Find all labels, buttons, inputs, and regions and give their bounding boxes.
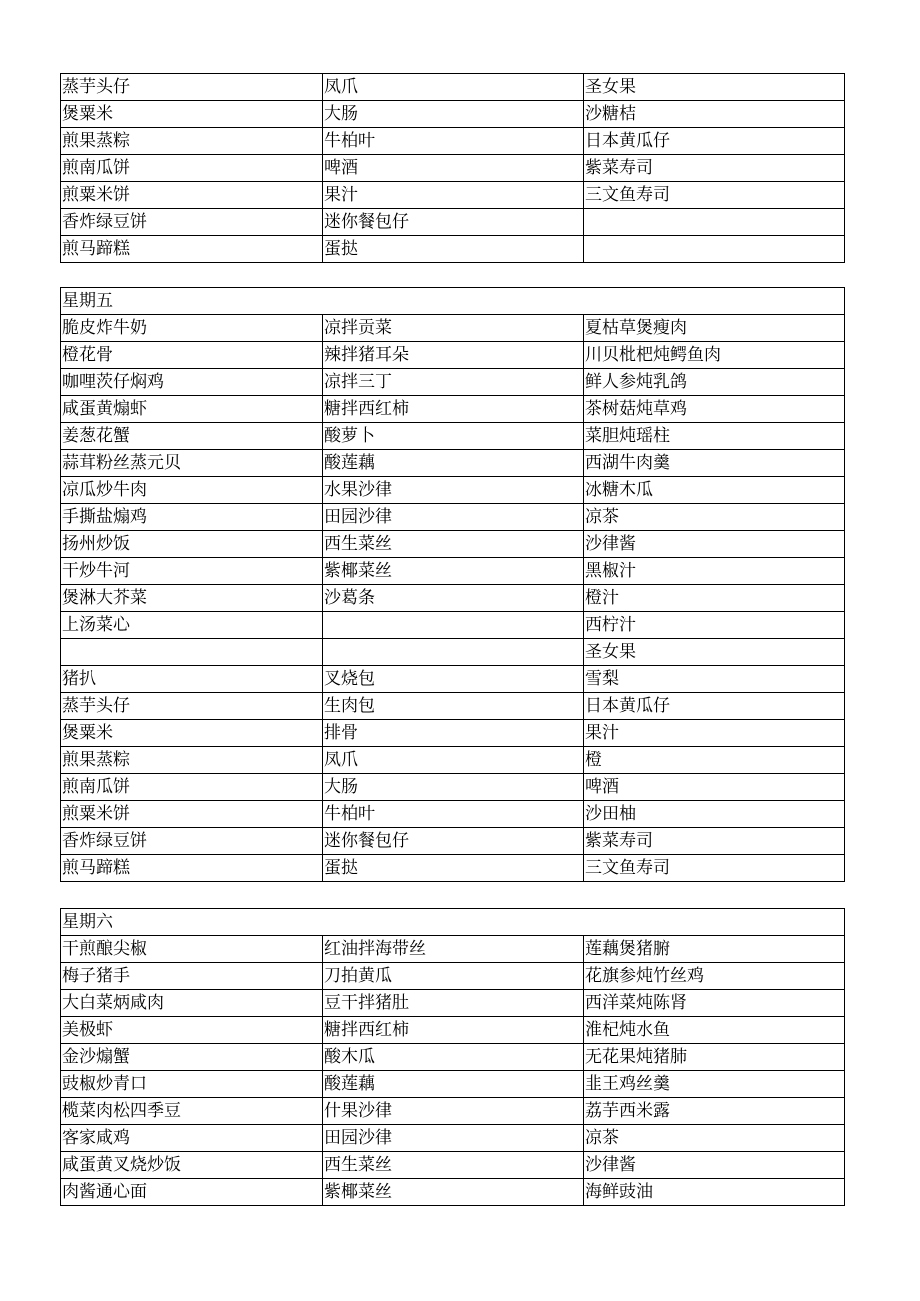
dish-cell: 圣女果 xyxy=(584,74,845,101)
dish-cell: 煎果蒸粽 xyxy=(61,128,323,155)
dish-cell: 煎粟米饼 xyxy=(61,182,323,209)
dish-cell: 排骨 xyxy=(323,720,584,747)
table-row xyxy=(61,1179,845,1206)
dish-cell: 客家咸鸡 xyxy=(61,1125,323,1152)
table-row xyxy=(61,1098,845,1125)
dish-cell: 西洋菜炖陈肾 xyxy=(584,990,845,1017)
dish-cell: 煎南瓜饼 xyxy=(61,774,323,801)
dish-cell: 茶树菇炖草鸡 xyxy=(584,396,845,423)
table-row xyxy=(61,209,845,236)
dish-cell: 凉拌贡菜 xyxy=(323,315,584,342)
dish-cell: 花旗参炖竹丝鸡 xyxy=(584,963,845,990)
dish-cell: 手撕盐煽鸡 xyxy=(61,504,323,531)
dish-cell: 扬州炒饭 xyxy=(61,531,323,558)
table-row xyxy=(61,1125,845,1152)
dish-cell: 雪梨 xyxy=(584,666,845,693)
dish-cell xyxy=(61,639,323,666)
table-row xyxy=(61,236,845,263)
menu-table-continued xyxy=(60,73,845,263)
dish-cell: 咸蛋黄煽虾 xyxy=(61,396,323,423)
menu-table-body xyxy=(61,74,845,263)
dish-cell: 西柠汁 xyxy=(584,612,845,639)
table-row xyxy=(61,1152,845,1179)
dish-cell: 煲淋大芥菜 xyxy=(61,585,323,612)
dish-cell: 果汁 xyxy=(323,182,584,209)
day-header: 星期六 xyxy=(61,909,845,936)
dish-cell: 蒸芋头仔 xyxy=(61,74,323,101)
dish-cell: 紫椰菜丝 xyxy=(323,558,584,585)
dish-cell: 糖拌西红柿 xyxy=(323,396,584,423)
dish-cell: 豆干拌猪肚 xyxy=(323,990,584,1017)
dish-cell: 荔芋西米露 xyxy=(584,1098,845,1125)
menu-table-body xyxy=(61,288,845,882)
table-row xyxy=(61,182,845,209)
table-row xyxy=(61,504,845,531)
table-row xyxy=(61,612,845,639)
table-row xyxy=(61,342,845,369)
dish-cell: 煎果蒸粽 xyxy=(61,747,323,774)
dish-cell: 鲜人参炖乳鸽 xyxy=(584,369,845,396)
dish-cell xyxy=(323,639,584,666)
table-row xyxy=(61,128,845,155)
dish-cell: 啤酒 xyxy=(584,774,845,801)
dish-cell: 刀拍黄瓜 xyxy=(323,963,584,990)
dish-cell: 莲藕煲猪腑 xyxy=(584,936,845,963)
dish-cell: 凉拌三丁 xyxy=(323,369,584,396)
dish-cell: 什果沙律 xyxy=(323,1098,584,1125)
table-row xyxy=(61,477,845,504)
table-row xyxy=(61,315,845,342)
dish-cell: 水果沙律 xyxy=(323,477,584,504)
day-header-row xyxy=(61,909,845,936)
dish-cell: 无花果炖猪肺 xyxy=(584,1044,845,1071)
dish-cell: 黑椒汁 xyxy=(584,558,845,585)
dish-cell: 姜葱花蟹 xyxy=(61,423,323,450)
dish-cell: 沙糖桔 xyxy=(584,101,845,128)
table-row xyxy=(61,855,845,882)
table-row xyxy=(61,693,845,720)
dish-cell: 海鲜豉油 xyxy=(584,1179,845,1206)
dish-cell: 沙田柚 xyxy=(584,801,845,828)
table-row xyxy=(61,396,845,423)
menu-table-body xyxy=(61,909,845,1206)
dish-cell: 橙汁 xyxy=(584,585,845,612)
dish-cell: 上汤菜心 xyxy=(61,612,323,639)
dish-cell: 紫菜寿司 xyxy=(584,155,845,182)
dish-cell: 牛柏叶 xyxy=(323,801,584,828)
dish-cell: 脆皮炸牛奶 xyxy=(61,315,323,342)
table-row xyxy=(61,74,845,101)
dish-cell: 日本黄瓜仔 xyxy=(584,693,845,720)
dish-cell: 酸萝卜 xyxy=(323,423,584,450)
dish-cell xyxy=(584,236,845,263)
table-row xyxy=(61,828,845,855)
dish-cell: 日本黄瓜仔 xyxy=(584,128,845,155)
dish-cell: 淮杞炖水鱼 xyxy=(584,1017,845,1044)
dish-cell: 煎南瓜饼 xyxy=(61,155,323,182)
table-row xyxy=(61,963,845,990)
dish-cell: 圣女果 xyxy=(584,639,845,666)
dish-cell: 香炸绿豆饼 xyxy=(61,828,323,855)
dish-cell: 煎马蹄糕 xyxy=(61,855,323,882)
dish-cell: 蛋挞 xyxy=(323,236,584,263)
day-header: 星期五 xyxy=(61,288,845,315)
dish-cell: 糖拌西红柿 xyxy=(323,1017,584,1044)
table-row xyxy=(61,101,845,128)
dish-cell: 西生菜丝 xyxy=(323,1152,584,1179)
dish-cell: 金沙煽蟹 xyxy=(61,1044,323,1071)
dish-cell: 大肠 xyxy=(323,774,584,801)
table-row xyxy=(61,1017,845,1044)
dish-cell: 煎粟米饼 xyxy=(61,801,323,828)
dish-cell: 大肠 xyxy=(323,101,584,128)
dish-cell: 煲粟米 xyxy=(61,720,323,747)
dish-cell xyxy=(323,612,584,639)
dish-cell: 榄菜肉松四季豆 xyxy=(61,1098,323,1125)
dish-cell: 田园沙律 xyxy=(323,1125,584,1152)
dish-cell: 凤爪 xyxy=(323,74,584,101)
dish-cell: 冰糖木瓜 xyxy=(584,477,845,504)
table-row xyxy=(61,639,845,666)
dish-cell: 川贝枇杷炖鳄鱼肉 xyxy=(584,342,845,369)
dish-cell: 橙花骨 xyxy=(61,342,323,369)
dish-cell: 豉椒炒青口 xyxy=(61,1071,323,1098)
dish-cell: 煎马蹄糕 xyxy=(61,236,323,263)
dish-cell: 三文鱼寿司 xyxy=(584,182,845,209)
table-row xyxy=(61,585,845,612)
table-row xyxy=(61,801,845,828)
table-row xyxy=(61,720,845,747)
dish-cell: 沙律酱 xyxy=(584,531,845,558)
dish-cell: 沙葛条 xyxy=(323,585,584,612)
table-row xyxy=(61,155,845,182)
dish-cell: 韭王鸡丝羹 xyxy=(584,1071,845,1098)
table-row xyxy=(61,423,845,450)
dish-cell: 牛柏叶 xyxy=(323,128,584,155)
dish-cell: 酸莲藕 xyxy=(323,1071,584,1098)
dish-cell: 大白菜炳咸肉 xyxy=(61,990,323,1017)
dish-cell: 香炸绿豆饼 xyxy=(61,209,323,236)
dish-cell: 蒸芋头仔 xyxy=(61,693,323,720)
dish-cell: 夏枯草煲瘦肉 xyxy=(584,315,845,342)
table-row xyxy=(61,936,845,963)
dish-cell: 西生菜丝 xyxy=(323,531,584,558)
dish-cell: 猪扒 xyxy=(61,666,323,693)
table-row xyxy=(61,990,845,1017)
dish-cell: 西湖牛肉羹 xyxy=(584,450,845,477)
table-row xyxy=(61,369,845,396)
dish-cell: 田园沙律 xyxy=(323,504,584,531)
table-row xyxy=(61,1044,845,1071)
dish-cell: 橙 xyxy=(584,747,845,774)
dish-cell: 煲粟米 xyxy=(61,101,323,128)
menu-table-saturday xyxy=(60,908,845,1206)
dish-cell: 酸木瓜 xyxy=(323,1044,584,1071)
dish-cell: 凤爪 xyxy=(323,747,584,774)
dish-cell: 蛋挞 xyxy=(323,855,584,882)
dish-cell: 凉瓜炒牛肉 xyxy=(61,477,323,504)
table-row xyxy=(61,558,845,585)
dish-cell: 果汁 xyxy=(584,720,845,747)
dish-cell: 生肉包 xyxy=(323,693,584,720)
dish-cell: 辣拌猪耳朵 xyxy=(323,342,584,369)
dish-cell: 三文鱼寿司 xyxy=(584,855,845,882)
day-header-row xyxy=(61,288,845,315)
dish-cell xyxy=(584,209,845,236)
table-row xyxy=(61,1071,845,1098)
dish-cell: 红油拌海带丝 xyxy=(323,936,584,963)
dish-cell: 沙律酱 xyxy=(584,1152,845,1179)
dish-cell: 酸莲藕 xyxy=(323,450,584,477)
dish-cell: 梅子猪手 xyxy=(61,963,323,990)
dish-cell: 美极虾 xyxy=(61,1017,323,1044)
dish-cell: 干炒牛河 xyxy=(61,558,323,585)
dish-cell: 蒜茸粉丝蒸元贝 xyxy=(61,450,323,477)
dish-cell: 肉酱通心面 xyxy=(61,1179,323,1206)
table-row xyxy=(61,666,845,693)
table-row xyxy=(61,531,845,558)
dish-cell: 迷你餐包仔 xyxy=(323,209,584,236)
table-row xyxy=(61,747,845,774)
dish-cell: 啤酒 xyxy=(323,155,584,182)
dish-cell: 凉茶 xyxy=(584,1125,845,1152)
dish-cell: 咸蛋黄叉烧炒饭 xyxy=(61,1152,323,1179)
dish-cell: 咖哩茨仔焖鸡 xyxy=(61,369,323,396)
dish-cell: 菜胆炖瑶柱 xyxy=(584,423,845,450)
dish-cell: 迷你餐包仔 xyxy=(323,828,584,855)
dish-cell: 紫椰菜丝 xyxy=(323,1179,584,1206)
table-row xyxy=(61,450,845,477)
dish-cell: 凉茶 xyxy=(584,504,845,531)
dish-cell: 紫菜寿司 xyxy=(584,828,845,855)
dish-cell: 干煎酿尖椒 xyxy=(61,936,323,963)
table-row xyxy=(61,774,845,801)
menu-table-friday xyxy=(60,287,845,882)
dish-cell: 叉烧包 xyxy=(323,666,584,693)
